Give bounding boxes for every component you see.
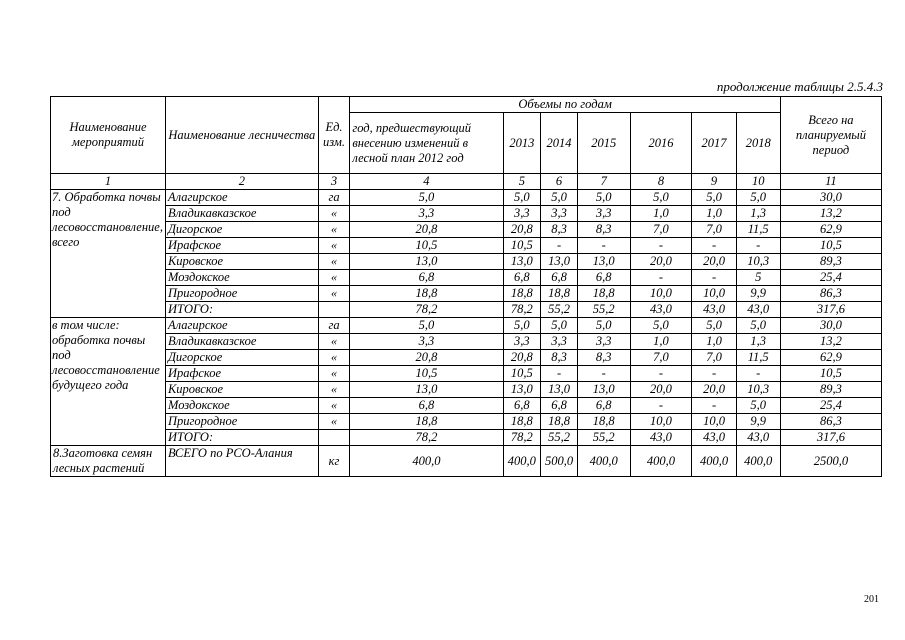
value-cell: 10,5 bbox=[350, 238, 503, 254]
value-cell: 18,8 bbox=[503, 414, 541, 430]
value-cell: 5,0 bbox=[736, 398, 780, 414]
value-cell: 5,0 bbox=[503, 190, 541, 206]
column-number: 8 bbox=[630, 174, 692, 190]
value-cell: 3,3 bbox=[541, 206, 578, 222]
value-cell: 5,0 bbox=[736, 318, 780, 334]
table-row bbox=[51, 270, 882, 286]
value-cell: 5,0 bbox=[630, 318, 692, 334]
value-cell: 3,3 bbox=[577, 334, 630, 350]
unit-cell: « bbox=[318, 206, 350, 222]
value-cell: - bbox=[630, 398, 692, 414]
value-cell: 6,8 bbox=[503, 398, 541, 414]
value-cell: 13,0 bbox=[541, 382, 578, 398]
seed-harvest-row bbox=[51, 446, 882, 477]
value-cell: 5,0 bbox=[692, 190, 736, 206]
value-cell: 13,0 bbox=[577, 382, 630, 398]
total-cell: 25,4 bbox=[780, 398, 881, 414]
table-continuation-caption: продолжение таблицы 2.5.4.3 bbox=[716, 79, 883, 94]
value-cell: 5,0 bbox=[736, 190, 780, 206]
value-cell: 78,2 bbox=[350, 302, 503, 318]
table-row bbox=[51, 238, 882, 254]
value-cell: 20,0 bbox=[630, 382, 692, 398]
value-cell: 13,0 bbox=[503, 254, 541, 270]
unit-cell: га bbox=[318, 190, 350, 206]
column-number: 7 bbox=[577, 174, 630, 190]
value-cell: 1,0 bbox=[692, 334, 736, 350]
value-cell: 18,8 bbox=[503, 286, 541, 302]
unit-cell: кг bbox=[318, 446, 350, 477]
value-cell: 78,2 bbox=[503, 430, 541, 446]
value-cell: 10,3 bbox=[736, 382, 780, 398]
unit-cell bbox=[318, 430, 350, 446]
header-volumes-by-year: Объемы по годам bbox=[350, 97, 780, 113]
value-cell: 18,8 bbox=[541, 414, 578, 430]
value-cell: 6,8 bbox=[350, 398, 503, 414]
value-cell: 6,8 bbox=[503, 270, 541, 286]
total-cell: 13,2 bbox=[780, 206, 881, 222]
value-cell: 1,0 bbox=[692, 206, 736, 222]
measure-name: 8.Заготовка семян лесных растений bbox=[51, 446, 166, 477]
column-number: 3 bbox=[318, 174, 350, 190]
value-cell: 400,0 bbox=[350, 446, 503, 477]
value-cell: 1,0 bbox=[630, 334, 692, 350]
value-cell: - bbox=[736, 238, 780, 254]
page-number: 201 bbox=[864, 594, 879, 605]
total-cell: 30,0 bbox=[780, 190, 881, 206]
unit-cell: « bbox=[318, 382, 350, 398]
header-previous-year: год, предшествующий внесению изменений в лесной план 2012 год bbox=[350, 113, 503, 174]
value-cell: 400,0 bbox=[503, 446, 541, 477]
value-cell: 3,3 bbox=[503, 206, 541, 222]
header-year: 2014 bbox=[541, 113, 578, 174]
total-cell: 89,3 bbox=[780, 254, 881, 270]
unit-cell: « bbox=[318, 350, 350, 366]
value-cell: 78,2 bbox=[350, 430, 503, 446]
table-row bbox=[51, 334, 882, 350]
column-number: 4 bbox=[350, 174, 503, 190]
unit-cell: « bbox=[318, 238, 350, 254]
table-row bbox=[51, 398, 882, 414]
value-cell: 20,8 bbox=[350, 222, 503, 238]
value-cell: 400,0 bbox=[577, 446, 630, 477]
value-cell: 7,0 bbox=[692, 222, 736, 238]
value-cell: 500,0 bbox=[541, 446, 578, 477]
value-cell: 9,9 bbox=[736, 286, 780, 302]
value-cell: 13,0 bbox=[350, 254, 503, 270]
measure-name: 7. Обработка почвы под лесовосстановление, всего bbox=[51, 190, 166, 318]
forestry-name: Кировское bbox=[165, 254, 318, 270]
column-number: 6 bbox=[541, 174, 578, 190]
forestry-name: Ирафское bbox=[165, 238, 318, 254]
value-cell: 3,3 bbox=[577, 206, 630, 222]
forestry-name: Алагирское bbox=[165, 190, 318, 206]
unit-cell: « bbox=[318, 398, 350, 414]
unit-cell bbox=[318, 302, 350, 318]
table-row bbox=[51, 206, 882, 222]
total-cell: 86,3 bbox=[780, 414, 881, 430]
value-cell: 20,0 bbox=[692, 254, 736, 270]
forestry-name: Ирафское bbox=[165, 366, 318, 382]
forestry-name: Алагирское bbox=[165, 318, 318, 334]
value-cell: 10,0 bbox=[630, 414, 692, 430]
unit-cell: « bbox=[318, 366, 350, 382]
total-cell: 89,3 bbox=[780, 382, 881, 398]
unit-cell: « bbox=[318, 414, 350, 430]
value-cell: 6,8 bbox=[541, 270, 578, 286]
value-cell: 11,5 bbox=[736, 350, 780, 366]
value-cell: - bbox=[692, 270, 736, 286]
total-cell: 30,0 bbox=[780, 318, 881, 334]
value-cell: 7,0 bbox=[630, 350, 692, 366]
column-number-row bbox=[51, 174, 882, 190]
value-cell: 10,5 bbox=[350, 366, 503, 382]
value-cell: - bbox=[630, 366, 692, 382]
forestry-name: ВСЕГО по РСО-Алания bbox=[165, 446, 318, 477]
forestry-name: ИТОГО: bbox=[165, 302, 318, 318]
value-cell: 5,0 bbox=[503, 318, 541, 334]
value-cell: 55,2 bbox=[577, 302, 630, 318]
value-cell: - bbox=[692, 366, 736, 382]
value-cell: 13,0 bbox=[503, 382, 541, 398]
table-row bbox=[51, 350, 882, 366]
value-cell: 5,0 bbox=[630, 190, 692, 206]
forestry-name: ИТОГО: bbox=[165, 430, 318, 446]
forestry-name: Кировское bbox=[165, 382, 318, 398]
value-cell: 6,8 bbox=[541, 398, 578, 414]
header-unit: Ед. изм. bbox=[318, 97, 350, 174]
value-cell: 10,5 bbox=[503, 366, 541, 382]
value-cell: 400,0 bbox=[736, 446, 780, 477]
forestry-name: Дигорское bbox=[165, 350, 318, 366]
value-cell: 3,3 bbox=[541, 334, 578, 350]
value-cell: 20,0 bbox=[630, 254, 692, 270]
value-cell: - bbox=[630, 238, 692, 254]
value-cell: 5,0 bbox=[577, 190, 630, 206]
value-cell: 43,0 bbox=[692, 430, 736, 446]
value-cell: 11,5 bbox=[736, 222, 780, 238]
value-cell: 55,2 bbox=[541, 430, 578, 446]
value-cell: 5,0 bbox=[541, 318, 578, 334]
table-row bbox=[51, 382, 882, 398]
value-cell: 8,3 bbox=[541, 222, 578, 238]
value-cell: 55,2 bbox=[577, 430, 630, 446]
header-year: 2016 bbox=[630, 113, 692, 174]
value-cell: 5,0 bbox=[350, 190, 503, 206]
forest-measures-table bbox=[50, 96, 882, 477]
value-cell: 3,3 bbox=[350, 206, 503, 222]
value-cell: 10,0 bbox=[692, 414, 736, 430]
value-cell: 400,0 bbox=[630, 446, 692, 477]
forestry-name: Владикавказское bbox=[165, 334, 318, 350]
unit-cell: га bbox=[318, 318, 350, 334]
value-cell: 10,5 bbox=[503, 238, 541, 254]
value-cell: 20,8 bbox=[503, 350, 541, 366]
value-cell: 13,0 bbox=[541, 254, 578, 270]
value-cell: 13,0 bbox=[577, 254, 630, 270]
value-cell: 3,3 bbox=[503, 334, 541, 350]
table-row bbox=[51, 222, 882, 238]
value-cell: 10,0 bbox=[692, 286, 736, 302]
value-cell: 7,0 bbox=[630, 222, 692, 238]
value-cell: 1,3 bbox=[736, 206, 780, 222]
value-cell: 78,2 bbox=[503, 302, 541, 318]
header-total-period: Всего на планируемый период bbox=[780, 97, 881, 174]
unit-cell: « bbox=[318, 222, 350, 238]
value-cell: 18,8 bbox=[541, 286, 578, 302]
value-cell: 5,0 bbox=[541, 190, 578, 206]
value-cell: 55,2 bbox=[541, 302, 578, 318]
total-cell: 317,6 bbox=[780, 302, 881, 318]
forestry-name: Дигорское bbox=[165, 222, 318, 238]
value-cell: 43,0 bbox=[692, 302, 736, 318]
value-cell: 5,0 bbox=[350, 318, 503, 334]
measure-name: в том числе: обработка почвы под лесовосстановление будущего года bbox=[51, 318, 166, 446]
value-cell: 18,8 bbox=[577, 414, 630, 430]
column-number: 1 bbox=[51, 174, 166, 190]
table-row bbox=[51, 430, 882, 446]
value-cell: - bbox=[541, 238, 578, 254]
total-cell: 10,5 bbox=[780, 366, 881, 382]
total-cell: 13,2 bbox=[780, 334, 881, 350]
total-cell: 86,3 bbox=[780, 286, 881, 302]
column-number: 2 bbox=[165, 174, 318, 190]
header-year: 2013 bbox=[503, 113, 541, 174]
table-row bbox=[51, 190, 882, 206]
forestry-name: Пригородное bbox=[165, 286, 318, 302]
total-cell: 62,9 bbox=[780, 222, 881, 238]
forestry-name: Пригородное bbox=[165, 414, 318, 430]
value-cell: 20,8 bbox=[503, 222, 541, 238]
value-cell: 8,3 bbox=[577, 350, 630, 366]
forestry-name: Владикавказское bbox=[165, 206, 318, 222]
value-cell: 10,3 bbox=[736, 254, 780, 270]
total-cell: 25,4 bbox=[780, 270, 881, 286]
total-cell: 62,9 bbox=[780, 350, 881, 366]
header-year: 2017 bbox=[692, 113, 736, 174]
value-cell: 13,0 bbox=[350, 382, 503, 398]
unit-cell: « bbox=[318, 334, 350, 350]
value-cell: 6,8 bbox=[350, 270, 503, 286]
value-cell: 18,8 bbox=[350, 286, 503, 302]
table-row bbox=[51, 414, 882, 430]
value-cell: 400,0 bbox=[692, 446, 736, 477]
unit-cell: « bbox=[318, 254, 350, 270]
column-number: 11 bbox=[780, 174, 881, 190]
value-cell: 6,8 bbox=[577, 398, 630, 414]
total-cell: 317,6 bbox=[780, 430, 881, 446]
value-cell: 9,9 bbox=[736, 414, 780, 430]
value-cell: 18,8 bbox=[350, 414, 503, 430]
header-forestry: Наименование лесничества bbox=[165, 97, 318, 174]
value-cell: 1,0 bbox=[630, 206, 692, 222]
value-cell: - bbox=[692, 238, 736, 254]
column-number: 5 bbox=[503, 174, 541, 190]
unit-cell: « bbox=[318, 270, 350, 286]
table-row bbox=[51, 286, 882, 302]
value-cell: 43,0 bbox=[736, 302, 780, 318]
value-cell: 3,3 bbox=[350, 334, 503, 350]
table-row bbox=[51, 302, 882, 318]
value-cell: 1,3 bbox=[736, 334, 780, 350]
value-cell: 18,8 bbox=[577, 286, 630, 302]
table-row bbox=[51, 366, 882, 382]
column-number: 9 bbox=[692, 174, 736, 190]
value-cell: - bbox=[577, 366, 630, 382]
table-row bbox=[51, 254, 882, 270]
value-cell: 20,0 bbox=[692, 382, 736, 398]
value-cell: 20,8 bbox=[350, 350, 503, 366]
value-cell: - bbox=[541, 366, 578, 382]
header-measure: Наименование мероприятий bbox=[51, 97, 166, 174]
total-cell: 10,5 bbox=[780, 238, 881, 254]
value-cell: 7,0 bbox=[692, 350, 736, 366]
forestry-name: Моздокское bbox=[165, 398, 318, 414]
value-cell: 8,3 bbox=[577, 222, 630, 238]
value-cell: 5,0 bbox=[692, 318, 736, 334]
value-cell: - bbox=[736, 366, 780, 382]
total-cell: 2500,0 bbox=[780, 446, 881, 477]
value-cell: - bbox=[630, 270, 692, 286]
value-cell: 43,0 bbox=[736, 430, 780, 446]
header-year: 2015 bbox=[577, 113, 630, 174]
value-cell: 5,0 bbox=[577, 318, 630, 334]
value-cell: - bbox=[692, 398, 736, 414]
value-cell: 43,0 bbox=[630, 430, 692, 446]
value-cell: 5 bbox=[736, 270, 780, 286]
header-year: 2018 bbox=[736, 113, 780, 174]
forestry-name: Моздокское bbox=[165, 270, 318, 286]
column-number: 10 bbox=[736, 174, 780, 190]
value-cell: 8,3 bbox=[541, 350, 578, 366]
value-cell: 10,0 bbox=[630, 286, 692, 302]
unit-cell: « bbox=[318, 286, 350, 302]
value-cell: 6,8 bbox=[577, 270, 630, 286]
table-row bbox=[51, 318, 882, 334]
value-cell: 43,0 bbox=[630, 302, 692, 318]
value-cell: - bbox=[577, 238, 630, 254]
